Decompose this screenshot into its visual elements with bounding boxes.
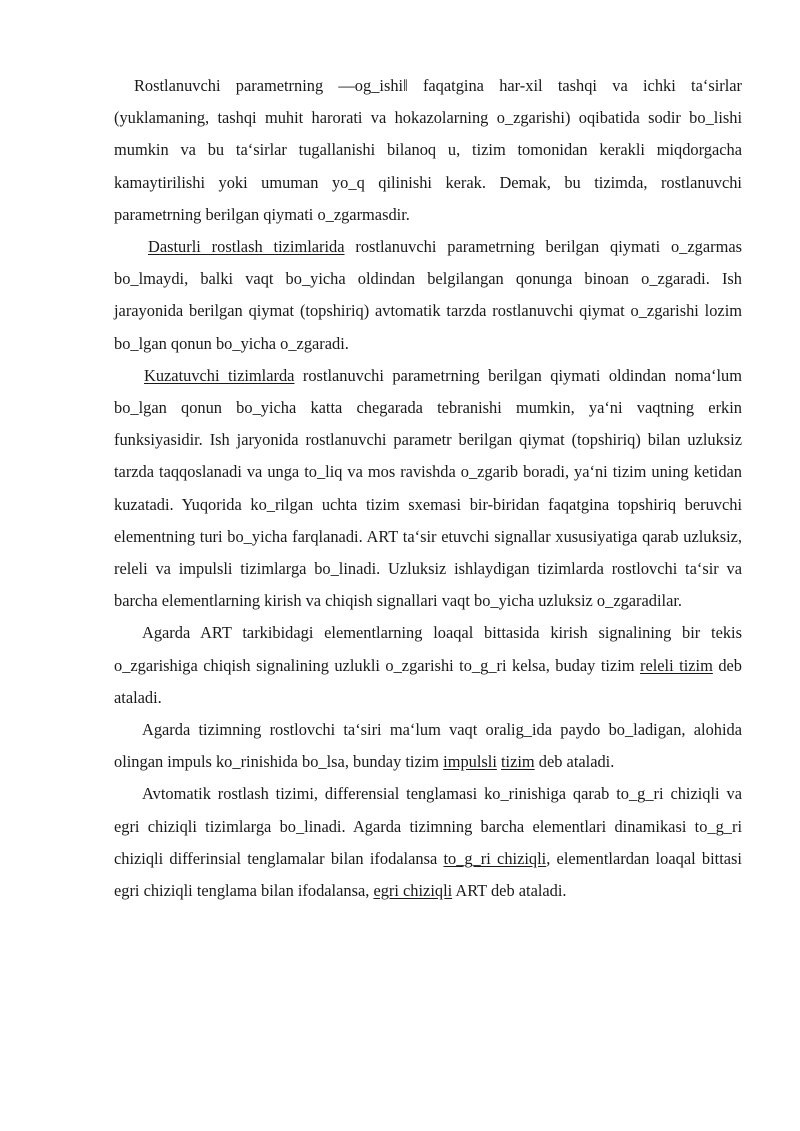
term-impulsli: impulsli: [443, 752, 497, 772]
paragraph-6: [114, 778, 742, 907]
paragraph-6-text-mid: , elementlardan loaqal bittasi egri chiziqli tenglama bilan ifodalansa,: [114, 848, 742, 901]
term-releli-tizim: releli tizim: [640, 655, 713, 675]
term-tizim: tizim: [501, 752, 535, 772]
paragraph-4-text-end: deb ataladi.: [114, 655, 742, 707]
paragraph-5: [114, 714, 742, 778]
paragraph-2: [114, 231, 742, 360]
term-kuzatuvchi-tizimlarda: Kuzatuvchi tizimlarda: [144, 365, 295, 385]
document-page: [114, 70, 742, 907]
term-egri-chiziqli: egri chiziqli: [373, 881, 453, 901]
paragraph-3-text: rostlanuvchi parametrning berilgan qiymati oldindan noma‘lum bo_lgan qonun bo_yicha katta chegarada tebranishi mumkin, ya‘ni vaqtning erkin funksiyasidir. Ish jaryonida rostlanuvchi parametr berilgan qiymat (topshiriq) bilan uzluksiz tarzda taqqoslanadi va unga to_liq va mos ravishda o_zgarib boradi, ya‘ni tizim uning ketidan kuzatadi. Yuqorida ko_rilgan uchta tizim sxemasi bir-biridan faqatgina topshiriq beruvchi elementning turi bo_yicha farqlanadi. ART ta‘sir etuvchi signallar xususiyatiga qarab uzluksiz, releli va impulsli tizimlarga bo_linadi. Uzluksiz ishlaydigan tizimlarda rostlovchi ta‘sir va barcha elementlarning kirish va chiqish signallari vaqt bo_yicha uzluksiz o_zgaradilar.: [114, 365, 742, 611]
paragraph-3: [114, 360, 742, 618]
paragraph-6-text-end: ART deb ataladi.: [452, 881, 567, 901]
term-dasturli-rostlash-tizimlarida: Dasturli rostlash tizimlarida: [148, 237, 345, 257]
paragraph-2-text: rostlanuvchi parametrning berilgan qiymati o_zgarmas bo_lmaydi, balki vaqt bo_yicha oldindan belgilangan qonunga binoan o_zgaradi. Ish jarayonida berilgan qiymat (topshiriq) avtomatik tarzda rostlanuvchi qiymat o_zgarishi lozim bo_lgan qonun bo_yicha o_zgaradi.: [114, 237, 742, 353]
paragraph-1-text: Rostlanuvchi parametrning ―og_ishi‖ faqatgina har-xil tashqi va ichki ta‘sirlar (yuklamaning, tashqi muhit harorati va hokazolarning o_zgarishi) oqibatida sodir bo_lishi mumkin va bu ta‘sirlar tugallanishi bilanoq u, tizim tomonidan kerakli miqdorgacha kamaytirilishi yoki umuman yo_q qilinishi kerak. Demak, bu tizimda, rostlanuvchi parametrning berilgan qiymati o_zgarmasdir.: [114, 76, 742, 224]
term-togri-chiziqli: to_g_ri chiziqli: [443, 848, 547, 868]
paragraph-1: [114, 70, 742, 231]
paragraph-5-text: Agarda tizimning rostlovchi ta‘siri ma‘lum vaqt oralig_ida paydo bo_ladigan, alohida olingan impuls ko_rinishida bo_lsa, bunday tizim: [114, 720, 742, 772]
paragraph-6-text: Avtomatik rostlash tizimi, differensial tenglamasi ko_rinishiga qarab to_g_ri chiziqli va egri chiziqli tizimlarga bo_linadi. Agarda tizimning barcha elementlari dinamikasi to_g_ri chiziqli differinsial tenglamalar bilan ifodalansa: [114, 784, 742, 868]
paragraph-4-text: Agarda ART tarkibidagi elementlarning loaqal bittasida kirish signalining bir tekis o_zgarishiga chiqish signalining uzlukli o_zgarishi to_g_ri kelsa, buday tizim: [114, 623, 742, 675]
paragraph-4: [114, 617, 742, 714]
paragraph-5-text-end: deb ataladi.: [534, 752, 615, 772]
